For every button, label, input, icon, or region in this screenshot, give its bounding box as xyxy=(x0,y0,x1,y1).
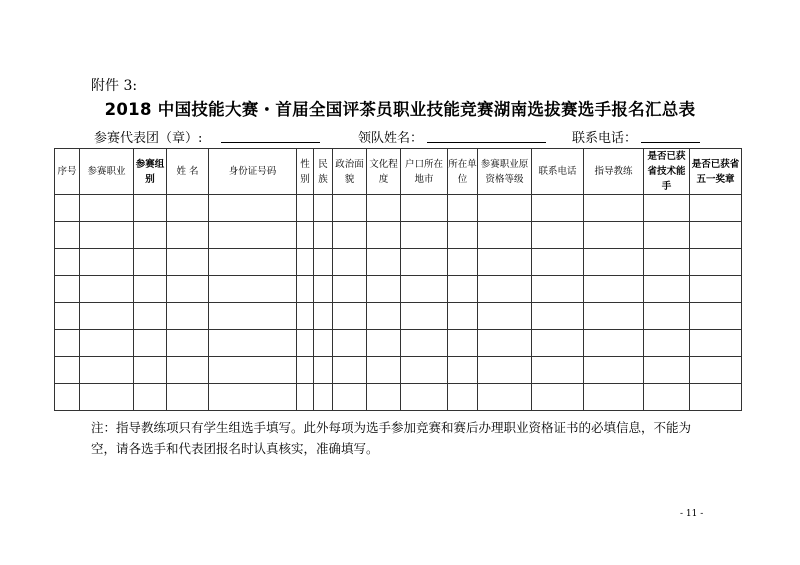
table-cell[interactable] xyxy=(333,276,367,303)
table-cell[interactable] xyxy=(367,330,401,357)
table-cell[interactable] xyxy=(367,195,401,222)
table-cell[interactable] xyxy=(532,330,584,357)
table-cell[interactable] xyxy=(690,303,742,330)
table-cell[interactable] xyxy=(644,357,690,384)
table-cell[interactable] xyxy=(333,222,367,249)
table-row xyxy=(55,249,742,276)
table-cell[interactable] xyxy=(448,330,478,357)
table-cell[interactable] xyxy=(401,330,448,357)
table-cell[interactable] xyxy=(55,384,80,411)
table-cell[interactable] xyxy=(532,357,584,384)
table-cell[interactable] xyxy=(297,303,314,330)
table-cell[interactable] xyxy=(448,195,478,222)
table-cell[interactable] xyxy=(80,249,134,276)
attachment-label: 附件 3: xyxy=(91,78,138,94)
table-cell[interactable] xyxy=(314,330,333,357)
table-cell[interactable] xyxy=(401,195,448,222)
table-cell[interactable] xyxy=(401,303,448,330)
table-cell[interactable] xyxy=(532,276,584,303)
table-cell[interactable] xyxy=(532,303,584,330)
table-cell[interactable] xyxy=(297,384,314,411)
table-cell[interactable] xyxy=(55,249,80,276)
table-cell[interactable] xyxy=(584,222,644,249)
table-cell[interactable] xyxy=(478,384,532,411)
team-label: 参赛代表团（章）: xyxy=(94,131,203,146)
footnote: 注：指导教练项只有学生组选手填写。此外每项为选手参加竞赛和赛后办理职业资格证书的必填信息，不能为空，请各选手和代表团报名时认真核实，准确填写。 xyxy=(91,420,692,456)
header-id-number: 身份证号码 xyxy=(209,149,297,195)
registration-table xyxy=(54,148,742,411)
table-cell[interactable] xyxy=(55,276,80,303)
table-cell[interactable] xyxy=(55,357,80,384)
table-cell[interactable] xyxy=(690,195,742,222)
table-cell[interactable] xyxy=(478,249,532,276)
table-cell[interactable] xyxy=(134,330,167,357)
table-cell[interactable] xyxy=(644,249,690,276)
table-cell[interactable] xyxy=(209,249,297,276)
table-row xyxy=(55,276,742,303)
table-cell[interactable] xyxy=(80,357,134,384)
table-cell[interactable] xyxy=(209,303,297,330)
team-blank-line xyxy=(221,142,320,143)
table-cell[interactable] xyxy=(367,357,401,384)
table-cell[interactable] xyxy=(644,276,690,303)
page-number: - 11 - xyxy=(680,509,704,519)
table-cell[interactable] xyxy=(333,384,367,411)
table-cell[interactable] xyxy=(209,384,297,411)
table-cell[interactable] xyxy=(690,276,742,303)
header-residence-city: 户口所在地市 xyxy=(401,149,448,195)
table-cell[interactable] xyxy=(532,384,584,411)
table-cell[interactable] xyxy=(297,249,314,276)
table-row xyxy=(55,303,742,330)
table-cell[interactable] xyxy=(448,357,478,384)
table-cell[interactable] xyxy=(314,384,333,411)
table-cell[interactable] xyxy=(134,249,167,276)
table-cell[interactable] xyxy=(134,303,167,330)
table-row xyxy=(55,330,742,357)
table-cell[interactable] xyxy=(584,276,644,303)
table-cell[interactable] xyxy=(80,276,134,303)
table-cell[interactable] xyxy=(644,222,690,249)
table-cell[interactable] xyxy=(532,222,584,249)
table-cell[interactable] xyxy=(644,384,690,411)
table-cell[interactable] xyxy=(448,303,478,330)
table-cell[interactable] xyxy=(584,303,644,330)
header-employer: 所在单位 xyxy=(448,149,478,195)
table-cell[interactable] xyxy=(584,384,644,411)
table-cell[interactable] xyxy=(401,384,448,411)
table-cell[interactable] xyxy=(532,195,584,222)
table-cell[interactable] xyxy=(690,222,742,249)
table-cell[interactable] xyxy=(297,357,314,384)
table-row xyxy=(55,195,742,222)
table-cell[interactable] xyxy=(167,384,209,411)
table-cell[interactable] xyxy=(80,303,134,330)
table-cell[interactable] xyxy=(314,276,333,303)
table-cell[interactable] xyxy=(584,249,644,276)
table-cell[interactable] xyxy=(297,276,314,303)
table-cell[interactable] xyxy=(644,195,690,222)
table-cell[interactable] xyxy=(80,222,134,249)
table-cell[interactable] xyxy=(55,195,80,222)
table-cell[interactable] xyxy=(297,222,314,249)
table-cell[interactable] xyxy=(55,222,80,249)
table-cell[interactable] xyxy=(314,303,333,330)
table-cell[interactable] xyxy=(209,357,297,384)
header-coach: 指导教练 xyxy=(584,149,644,195)
table-cell[interactable] xyxy=(448,249,478,276)
header-may-day-medal: 是否已获省五一奖章 xyxy=(690,149,742,195)
header-political-status: 政治面貌 xyxy=(333,149,367,195)
table-cell[interactable] xyxy=(367,222,401,249)
table-cell[interactable] xyxy=(401,249,448,276)
header-name: 姓 名 xyxy=(167,149,209,195)
table-cell[interactable] xyxy=(333,249,367,276)
header-serial-no: 序号 xyxy=(55,149,80,195)
table-cell[interactable] xyxy=(690,330,742,357)
table-cell[interactable] xyxy=(55,303,80,330)
table-cell[interactable] xyxy=(401,276,448,303)
table-cell[interactable] xyxy=(167,357,209,384)
table-cell[interactable] xyxy=(448,222,478,249)
table-cell[interactable] xyxy=(209,330,297,357)
table-cell[interactable] xyxy=(134,384,167,411)
table-cell[interactable] xyxy=(478,357,532,384)
table-cell[interactable] xyxy=(584,330,644,357)
table-row xyxy=(55,384,742,411)
table-cell[interactable] xyxy=(478,330,532,357)
table-cell[interactable] xyxy=(134,195,167,222)
table-cell[interactable] xyxy=(401,222,448,249)
table-cell[interactable] xyxy=(333,330,367,357)
table-cell[interactable] xyxy=(333,357,367,384)
table-cell[interactable] xyxy=(314,222,333,249)
table-cell[interactable] xyxy=(448,384,478,411)
table-cell[interactable] xyxy=(167,303,209,330)
header-education: 文化程度 xyxy=(367,149,401,195)
table-cell[interactable] xyxy=(690,249,742,276)
header-group: 参赛组别 xyxy=(134,149,167,195)
table-cell[interactable] xyxy=(478,222,532,249)
table-cell[interactable] xyxy=(209,195,297,222)
table-cell[interactable] xyxy=(297,195,314,222)
table-cell[interactable] xyxy=(478,303,532,330)
table-cell[interactable] xyxy=(80,195,134,222)
table-cell[interactable] xyxy=(80,384,134,411)
table-cell[interactable] xyxy=(584,195,644,222)
header-original-qualification: 参赛职业原资格等级 xyxy=(478,149,532,195)
table-cell[interactable] xyxy=(367,384,401,411)
table-body xyxy=(55,195,742,411)
table-cell[interactable] xyxy=(55,330,80,357)
table-row xyxy=(55,357,742,384)
contact-phone-label: 联系电话： xyxy=(572,131,638,146)
table-cell[interactable] xyxy=(314,195,333,222)
header-occupation: 参赛职业 xyxy=(80,149,134,195)
table-cell[interactable] xyxy=(134,222,167,249)
registration-info-line xyxy=(0,127,800,147)
header-ethnicity: 民族 xyxy=(314,149,333,195)
table-cell[interactable] xyxy=(478,276,532,303)
table-cell[interactable] xyxy=(333,195,367,222)
table-cell[interactable] xyxy=(209,222,297,249)
table-row xyxy=(55,222,742,249)
table-cell[interactable] xyxy=(690,384,742,411)
header-provincial-expert: 是否已获省技术能手 xyxy=(644,149,690,195)
table-header-row xyxy=(55,149,742,195)
header-phone: 联系电话 xyxy=(532,149,584,195)
header-gender: 性别 xyxy=(297,149,314,195)
table-cell[interactable] xyxy=(314,357,333,384)
table-cell[interactable] xyxy=(367,249,401,276)
table-cell[interactable] xyxy=(367,303,401,330)
table-cell[interactable] xyxy=(401,357,448,384)
table-cell[interactable] xyxy=(690,357,742,384)
table-cell[interactable] xyxy=(167,222,209,249)
table-cell[interactable] xyxy=(134,357,167,384)
table-cell[interactable] xyxy=(333,303,367,330)
table-cell[interactable] xyxy=(448,276,478,303)
table-cell[interactable] xyxy=(478,195,532,222)
table-cell[interactable] xyxy=(167,330,209,357)
table-cell[interactable] xyxy=(644,303,690,330)
contact-phone-blank-line xyxy=(641,142,700,143)
page-title: 2018 中国技能大赛・首届全国评茶员职业技能竞赛湖南选拔赛选手报名汇总表 xyxy=(104,100,696,119)
table-cell[interactable] xyxy=(314,249,333,276)
table-cell[interactable] xyxy=(167,249,209,276)
table-cell[interactable] xyxy=(80,330,134,357)
table-cell[interactable] xyxy=(584,357,644,384)
table-cell[interactable] xyxy=(167,195,209,222)
table-cell[interactable] xyxy=(167,276,209,303)
table-cell[interactable] xyxy=(297,330,314,357)
table-cell[interactable] xyxy=(644,330,690,357)
leader-name-label: 领队姓名： xyxy=(358,131,424,146)
leader-name-blank-line xyxy=(427,142,546,143)
table-cell[interactable] xyxy=(209,276,297,303)
table-cell[interactable] xyxy=(134,276,167,303)
table-cell[interactable] xyxy=(367,276,401,303)
table-cell[interactable] xyxy=(532,249,584,276)
